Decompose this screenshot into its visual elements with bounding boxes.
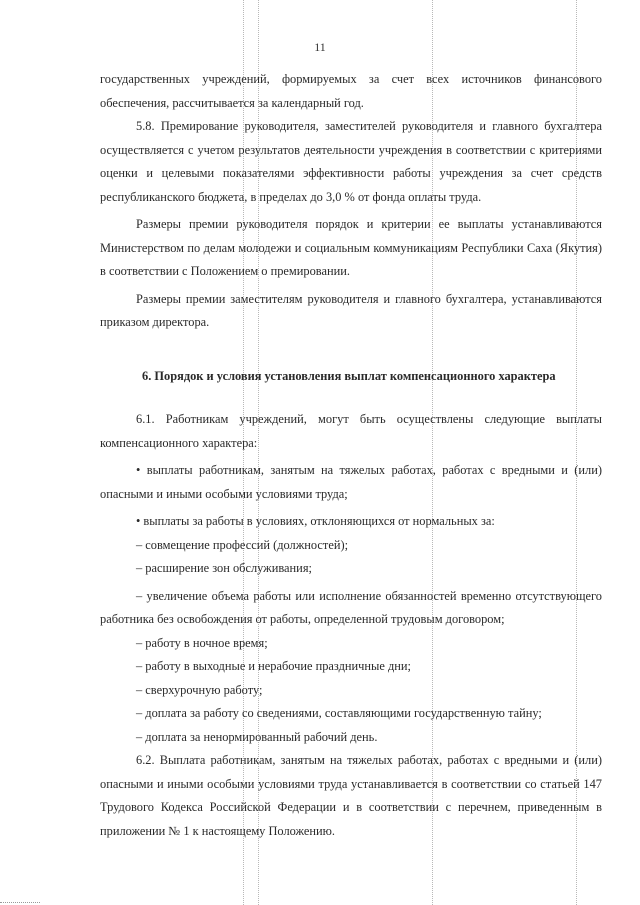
- paragraph-bonus-head: Размеры премии руководителя порядок и критерии ее выплаты устанавливаются Министерством по делам молодежи и социальным коммуникациям Республики Саха (Якутия) в соответствии с Положением о премировании.: [100, 217, 602, 278]
- document-body: [100, 68, 602, 843]
- page-number: 11: [314, 40, 326, 54]
- dash-item: – работу в ночное время;: [136, 635, 268, 650]
- dash-item: – доплата за работу со сведениями, составляющими государственную тайну;: [136, 706, 542, 720]
- paragraph-6-2: 6.2. Выплата работникам, занятым на тяжелых работах, работах с вредными и (или) опасными и иными особыми условиями труда устанавливается в соответствии со статьей 147 Трудового Кодекса Российской Федерации и в соответствии с перечнем, приведенным в приложении № 1 к настоящему Положению.: [100, 753, 602, 838]
- dash-item: – увеличение объема работы или исполнение обязанностей временно отсутствующего работника без освобождения от работы, определенной трудовым договором;: [100, 588, 602, 626]
- paragraph-5-8: 5.8. Премирование руководителя, заместителей руководителя и главного бухгалтера осуществляется с учетом результатов деятельности учреждения в соответствии с критериями оценки и целевыми показателями эффективности работы учреждения за счет средств республиканского бюджета, в пределах до 3,0 % от фонда оплаты труда.: [100, 119, 602, 204]
- dash-item: – совмещение профессий (должностей);: [136, 537, 349, 552]
- dash-item: – работу в выходные и нерабочие праздничные дни;: [136, 659, 411, 673]
- paragraph-bonus-deputies: Размеры премии заместителям руководителя и главного бухгалтера, устанавливаются приказом директора.: [100, 291, 602, 329]
- scan-artifact-mark: [0, 902, 40, 903]
- bullet-item: • выплаты работникам, занятым на тяжелых работах, работах с вредными и (или) опасными и иными особыми условиями труда;: [100, 463, 602, 501]
- paragraph-intro: государственных учреждений, формируемых за счет всех источников финансового обеспечения, рассчитывается за календарный год.: [100, 72, 602, 110]
- dash-item: – расширение зон обслуживания;: [136, 561, 312, 575]
- paragraph-6-1: 6.1. Работникам учреждений, могут быть осуществлены следующие выплаты компенсационного характера:: [100, 412, 602, 450]
- bullet-item: • выплаты за работы в условиях, отклоняющихся от нормальных за:: [136, 514, 495, 528]
- section-6-title: 6. Порядок и условия установления выплат компенсационного характера: [142, 368, 556, 383]
- dash-item: – доплата за ненормированный рабочий день.: [136, 729, 378, 744]
- dash-item: – сверхурочную работу;: [136, 682, 263, 697]
